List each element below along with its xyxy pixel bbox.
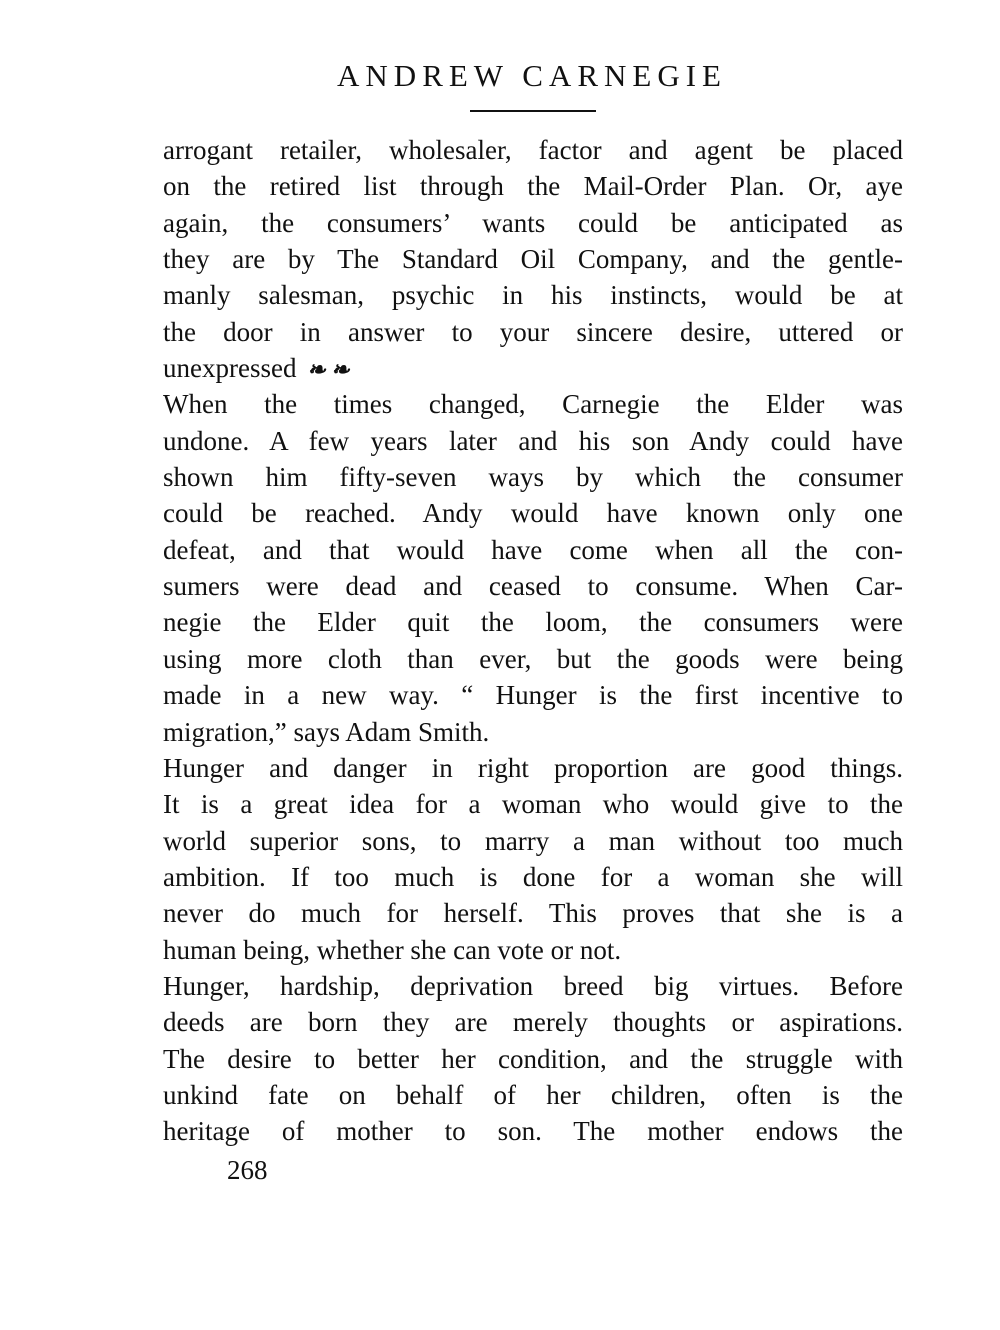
text-line: shown him fifty-seven ways by which the consumer	[163, 462, 903, 493]
text-line: negie the Elder quit the loom, the consumers were	[163, 607, 903, 638]
text-line: human being, whether she can vote or not.	[163, 934, 622, 965]
text-line: ambition. If too much is done for a woman she will	[163, 861, 903, 892]
text-line: made in a new way. “ Hunger is the first incentive to	[163, 680, 903, 711]
text-line: the door in answer to your sincere desire, uttered or	[163, 316, 903, 347]
paragraph	[163, 132, 903, 386]
body-text	[163, 132, 903, 1150]
fleuron-ornament-icon: ❧ ❧	[307, 357, 350, 383]
paragraph	[163, 968, 903, 1150]
text-line: migration,” says Adam Smith.	[163, 716, 490, 747]
text-line: defeat, and that would have come when all the con-	[163, 534, 903, 565]
text-line: again, the consumers’ wants could be anticipated as	[163, 207, 903, 238]
text-line: arrogant retailer, wholesaler, factor and agent be placed	[163, 135, 903, 165]
text-line: sumers were dead and ceased to consume. When Car-	[163, 571, 903, 602]
running-head: ANDREW CARNEGIE	[337, 58, 727, 93]
text-line: on the retired list through the Mail-Order Plan. Or, aye	[163, 171, 903, 202]
text-line: When the times changed, Carnegie the Elder was	[163, 389, 903, 420]
text-line: heritage of mother to son. The mother endows the	[163, 1116, 903, 1147]
paragraph	[163, 750, 903, 968]
text-line: manly salesman, psychic in his instincts, would be at	[163, 280, 903, 311]
text-line: deeds are born they are merely thoughts or aspirations.	[163, 1007, 903, 1038]
text-line: never do much for herself. This proves that she is a	[163, 898, 903, 929]
header-rule	[470, 110, 596, 112]
text-line: world superior sons, to marry a man without too much	[163, 825, 903, 856]
page-number: 268	[227, 1155, 268, 1185]
text-line: Hunger, hardship, deprivation breed big virtues. Before	[163, 970, 903, 1001]
text-line: they are by The Standard Oil Company, and the gentle-	[163, 244, 903, 275]
text-line: It is a great idea for a woman who would give to the	[163, 789, 903, 820]
text-line-content: unexpressed	[163, 353, 297, 384]
text-line: Hunger and danger in right proportion are good things.	[163, 752, 903, 783]
text-line: undone. A few years later and his son Andy could have	[163, 425, 903, 456]
text-line	[163, 350, 903, 386]
text-line: using more cloth than ever, but the goods were being	[163, 643, 903, 674]
text-line: unkind fate on behalf of her children, often is the	[163, 1079, 903, 1110]
paragraph	[163, 386, 903, 749]
text-line: could be reached. Andy would have known only one	[163, 498, 903, 529]
text-line: The desire to better her condition, and the struggle with	[163, 1043, 903, 1074]
